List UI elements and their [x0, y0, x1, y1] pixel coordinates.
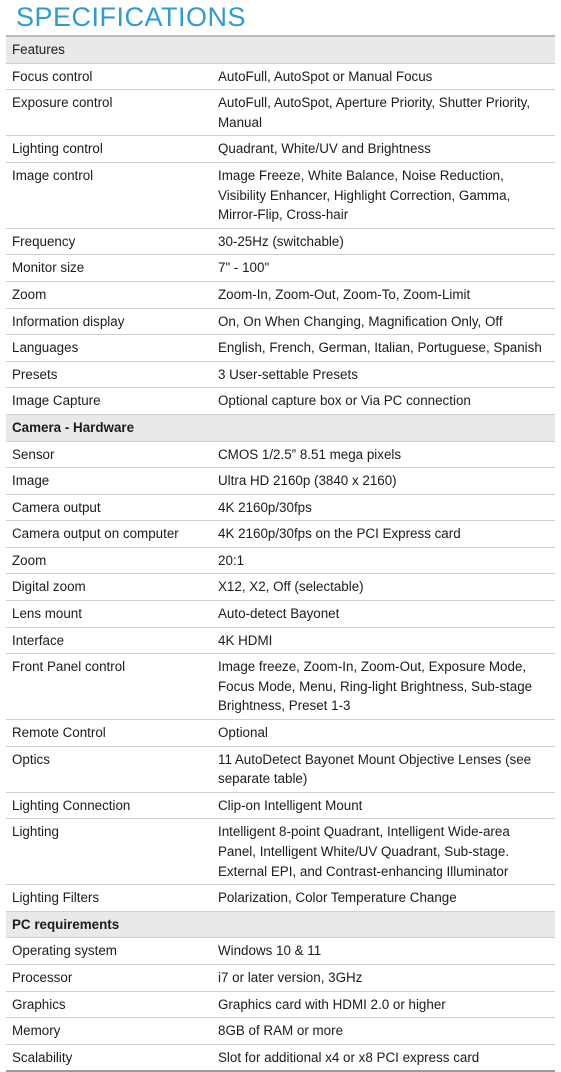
spec-label: Languages [6, 335, 206, 362]
spec-label: Zoom [6, 281, 206, 308]
spec-label: Interface [6, 627, 206, 654]
table-row [6, 601, 555, 628]
section-heading: PC requirements [6, 911, 555, 938]
spec-label: Image Capture [6, 388, 206, 415]
page-title: SPECIFICATIONS [16, 2, 247, 32]
spec-label: Optics [6, 746, 206, 792]
table-row [6, 255, 555, 282]
spec-value: 4K 2160p/30fps [206, 494, 555, 521]
table-row [6, 991, 555, 1018]
table-row [6, 63, 555, 90]
spec-label: Graphics [6, 991, 206, 1018]
spec-label: Lighting control [6, 136, 206, 163]
table-row [6, 654, 555, 720]
spec-value: 4K 2160p/30fps on the PCI Express card [206, 521, 555, 548]
table-row [6, 1018, 555, 1045]
table-row [6, 162, 555, 228]
spec-label: Scalability [6, 1044, 206, 1071]
spec-value: 4K HDMI [206, 627, 555, 654]
spec-value: Windows 10 & 11 [206, 938, 555, 965]
section-header-row [6, 36, 555, 63]
spec-value: Zoom-In, Zoom-Out, Zoom-To, Zoom-Limit [206, 281, 555, 308]
spec-value: Auto-detect Bayonet [206, 601, 555, 628]
spec-label: Focus control [6, 63, 206, 90]
table-row [6, 574, 555, 601]
spec-value: Image freeze, Zoom-In, Zoom-Out, Exposure Mode, Focus Mode, Menu, Ring-light Brightness, Sub-stage Brightness, Preset 1-3 [206, 654, 555, 720]
spec-value: AutoFull, AutoSpot, Aperture Priority, Shutter Priority, Manual [206, 90, 555, 136]
spec-label: Lens mount [6, 601, 206, 628]
spec-value: 11 AutoDetect Bayonet Mount Objective Lenses (see separate table) [206, 746, 555, 792]
section-heading: Camera - Hardware [6, 414, 555, 441]
spec-label: Zoom [6, 547, 206, 574]
spec-label: Camera output [6, 494, 206, 521]
spec-label: Lighting Filters [6, 885, 206, 912]
spec-value: 3 User-settable Presets [206, 361, 555, 388]
spec-value: Graphics card with HDMI 2.0 or higher [206, 991, 555, 1018]
spec-label: Presets [6, 361, 206, 388]
spec-value: 30-25Hz (switchable) [206, 228, 555, 255]
table-row [6, 819, 555, 885]
table-row [6, 468, 555, 495]
spec-value: Optional [206, 720, 555, 747]
spec-value: Ultra HD 2160p (3840 x 2160) [206, 468, 555, 495]
spec-label: Camera output on computer [6, 521, 206, 548]
table-row [6, 136, 555, 163]
spec-label: Remote Control [6, 720, 206, 747]
spec-label: Information display [6, 308, 206, 335]
specifications-table-body [6, 36, 555, 1071]
table-row [6, 308, 555, 335]
spec-label: Exposure control [6, 90, 206, 136]
spec-value: 20:1 [206, 547, 555, 574]
table-row [6, 627, 555, 654]
section-header-row [6, 414, 555, 441]
specifications-table [6, 35, 555, 1072]
spec-value: X12, X2, Off (selectable) [206, 574, 555, 601]
table-row [6, 964, 555, 991]
table-row [6, 746, 555, 792]
spec-value: CMOS 1/2.5” 8.51 mega pixels [206, 441, 555, 468]
spec-value: 7" - 100" [206, 255, 555, 282]
spec-label: Lighting [6, 819, 206, 885]
spec-label: Image control [6, 162, 206, 228]
table-row [6, 1044, 555, 1071]
spec-value: Clip-on Intelligent Mount [206, 792, 555, 819]
spec-value: 8GB of RAM or more [206, 1018, 555, 1045]
table-row [6, 361, 555, 388]
spec-value: AutoFull, AutoSpot or Manual Focus [206, 63, 555, 90]
spec-value: Quadrant, White/UV and Brightness [206, 136, 555, 163]
table-row [6, 792, 555, 819]
table-row [6, 90, 555, 136]
table-row [6, 441, 555, 468]
table-row [6, 228, 555, 255]
table-row [6, 494, 555, 521]
section-header-row [6, 911, 555, 938]
spec-label: Lighting Connection [6, 792, 206, 819]
spec-value: On, On When Changing, Magnification Only, Off [206, 308, 555, 335]
spec-label: Processor [6, 964, 206, 991]
spec-label: Memory [6, 1018, 206, 1045]
spec-label: Digital zoom [6, 574, 206, 601]
spec-value: Polarization, Color Temperature Change [206, 885, 555, 912]
spec-value: Slot for additional x4 or x8 PCI express card [206, 1044, 555, 1071]
table-row [6, 281, 555, 308]
spec-label: Operating system [6, 938, 206, 965]
spec-value: Intelligent 8-point Quadrant, Intelligent Wide-area Panel, Intelligent White/UV Quadrant, Sub-stage. External EPI, and Contrast-enhancing Illuminator [206, 819, 555, 885]
table-row [6, 388, 555, 415]
table-row [6, 335, 555, 362]
table-row [6, 885, 555, 912]
spec-label: Front Panel control [6, 654, 206, 720]
table-row [6, 720, 555, 747]
spec-label: Frequency [6, 228, 206, 255]
spec-value: Image Freeze, White Balance, Noise Reduction, Visibility Enhancer, Highlight Correction, Gamma, Mirror-Flip, Cross-hair [206, 162, 555, 228]
table-row [6, 547, 555, 574]
table-row [6, 521, 555, 548]
table-row [6, 938, 555, 965]
spec-label: Sensor [6, 441, 206, 468]
spec-value: Optional capture box or Via PC connection [206, 388, 555, 415]
spec-value: English, French, German, Italian, Portuguese, Spanish [206, 335, 555, 362]
spec-label: Image [6, 468, 206, 495]
spec-label: Monitor size [6, 255, 206, 282]
section-heading: Features [6, 36, 555, 63]
spec-value: i7 or later version, 3GHz [206, 964, 555, 991]
